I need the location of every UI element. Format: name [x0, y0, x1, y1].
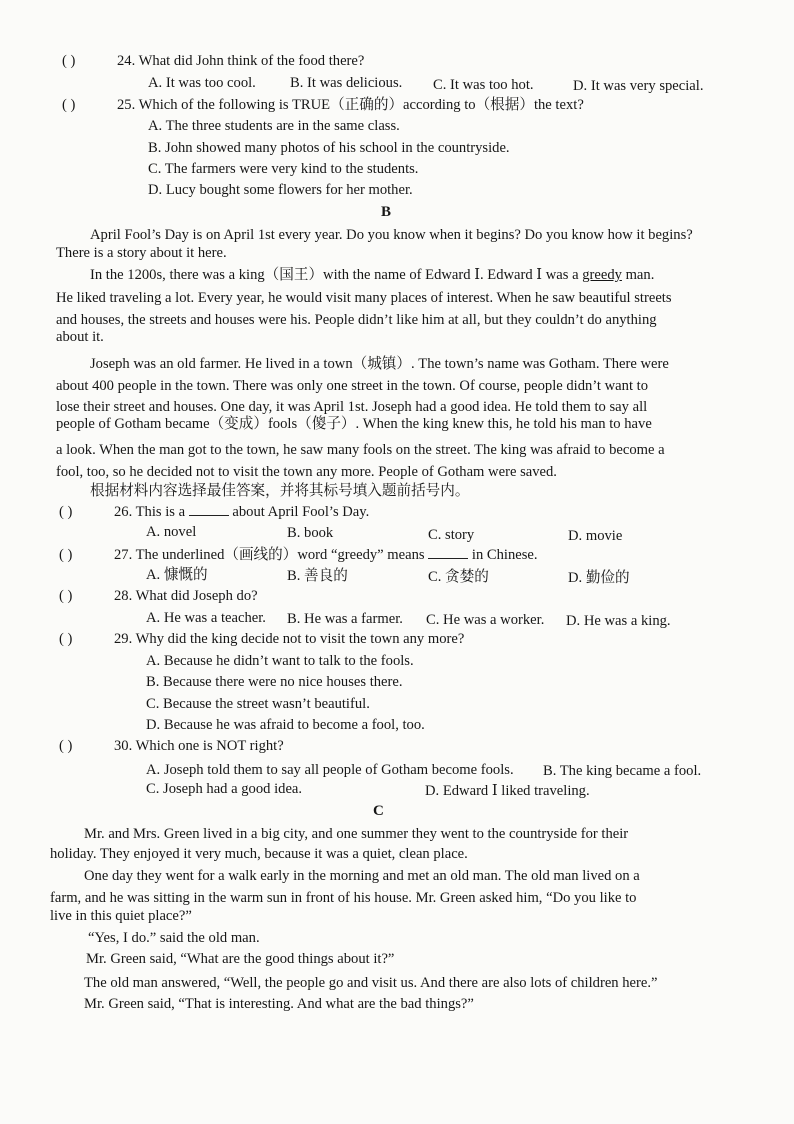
section-c-heading: C — [373, 803, 384, 819]
q28-option-a[interactable]: A. He was a teacher. — [146, 610, 266, 626]
q30-option-d[interactable]: D. Edward Ⅰ liked traveling. — [425, 783, 590, 799]
section-b-instruction: 根据材料内容选择最佳答案，并将其标号填入题前括号内。 — [90, 483, 470, 499]
passage-c-line: Mr. Green said, “That is interesting. And what are the bad things?” — [84, 996, 474, 1012]
q27-option-c[interactable]: C. 贪婪的 — [428, 569, 489, 585]
answer-bracket-28[interactable]: ( ) — [59, 588, 73, 604]
q25-option-c[interactable]: C. The farmers were very kind to the students. — [148, 161, 419, 177]
passage-b-line: a look. When the man got to the town, he saw many fools on the street. The king was afraid to become a — [56, 442, 665, 458]
answer-bracket-29[interactable]: ( ) — [59, 631, 73, 647]
question-24-stem: 24. What did John think of the food there? — [117, 53, 365, 69]
fill-in-blank[interactable] — [428, 546, 468, 559]
answer-bracket-26[interactable]: ( ) — [59, 504, 73, 520]
q25-option-a[interactable]: A. The three students are in the same class. — [148, 118, 400, 134]
q28-option-c[interactable]: C. He was a worker. — [426, 612, 545, 628]
passage-b-line: lose their street and houses. One day, it was April 1st. Joseph had a good idea. He told them to say all — [56, 399, 648, 415]
answer-bracket-25[interactable]: ( ) — [62, 97, 76, 113]
q25-option-b[interactable]: B. John showed many photos of his school in the countryside. — [148, 140, 510, 156]
q28-option-b[interactable]: B. He was a farmer. — [287, 611, 403, 627]
question-25-stem: 25. Which of the following is TRUE（正确的）according to（根据）the text? — [117, 97, 584, 113]
answer-bracket-30[interactable]: ( ) — [59, 738, 73, 754]
q29-option-b[interactable]: B. Because there were no nice houses there. — [146, 674, 403, 690]
q25-option-d[interactable]: D. Lucy bought some flowers for her mother. — [148, 182, 413, 198]
q30-option-b[interactable]: B. The king became a fool. — [543, 763, 702, 779]
passage-c-line: live in this quiet place?” — [50, 908, 192, 924]
q26-option-b[interactable]: B. book — [287, 525, 334, 541]
passage-b-line: about it. — [56, 329, 104, 345]
passage-c-line: Mr. Green said, “What are the good things about it?” — [86, 951, 395, 967]
q26-option-c[interactable]: C. story — [428, 527, 475, 543]
passage-b-line: There is a story about it here. — [56, 245, 227, 261]
passage-c-line: holiday. They enjoyed it very much, because it was a quiet, clean place. — [50, 846, 468, 862]
passage-c-line: farm, and he was sitting in the warm sun in front of his house. Mr. Green asked him, “Do you like to — [50, 890, 637, 906]
q30-option-c[interactable]: C. Joseph had a good idea. — [146, 781, 303, 797]
q29-option-a[interactable]: A. Because he didn’t want to talk to the fools. — [146, 653, 414, 669]
q29-option-c[interactable]: C. Because the street wasn’t beautiful. — [146, 696, 370, 712]
answer-bracket-24[interactable]: ( ) — [62, 53, 76, 69]
section-b-heading: B — [381, 204, 392, 220]
passage-c-line: The old man answered, “Well, the people go and visit us. And there are also lots of children here.” — [84, 975, 658, 991]
q24-option-b[interactable]: B. It was delicious. — [290, 75, 403, 91]
q24-option-d[interactable]: D. It was very special. — [573, 78, 704, 94]
passage-c-line: One day they went for a walk early in the morning and met an old man. The old man lived on a — [84, 868, 640, 884]
passage-b-line: about 400 people in the town. There was only one street in the town. Of course, people didn’t want to — [56, 378, 648, 394]
underlined-word-greedy: greedy — [582, 267, 622, 283]
passage-b-line: people of Gotham became（变成）fools（傻子）. When the king knew this, he told his man to have — [56, 416, 652, 432]
question-30-stem: 30. Which one is NOT right? — [114, 738, 284, 754]
question-29-stem: 29. Why did the king decide not to visit the town any more? — [114, 631, 465, 647]
passage-b-line: April Fool’s Day is on April 1st every year. Do you know when it begins? Do you know how it begins? — [90, 227, 693, 243]
passage-c-line: Mr. and Mrs. Green lived in a big city, and one summer they went to the countryside for their — [84, 826, 629, 842]
q24-option-a[interactable]: A. It was too cool. — [148, 75, 256, 91]
question-28-stem: 28. What did Joseph do? — [114, 588, 258, 604]
passage-c-line: “Yes, I do.” said the old man. — [88, 930, 260, 946]
passage-b-line: He liked traveling a lot. Every year, he would visit many places of interest. When he saw beautiful streets — [56, 290, 672, 306]
q27-option-d[interactable]: D. 勤俭的 — [568, 570, 630, 586]
answer-bracket-27[interactable]: ( ) — [59, 547, 73, 563]
passage-b-line: Joseph was an old farmer. He lived in a town（城镇）. The town’s name was Gotham. There were — [90, 356, 669, 372]
q26-option-d[interactable]: D. movie — [568, 528, 623, 544]
question-26-stem: 26. This is a about April Fool’s Day. — [114, 504, 370, 520]
q30-option-a[interactable]: A. Joseph told them to say all people of Gotham become fools. — [146, 762, 514, 778]
q29-option-d[interactable]: D. Because he was afraid to become a fool, too. — [146, 717, 425, 733]
fill-in-blank[interactable] — [189, 503, 229, 516]
q27-option-b[interactable]: B. 善良的 — [287, 568, 348, 584]
passage-b-line: fool, too, so he decided not to visit the town any more. People of Gotham were saved. — [56, 464, 557, 480]
q28-option-d[interactable]: D. He was a king. — [566, 613, 671, 629]
q27-option-a[interactable]: A. 慷慨的 — [146, 567, 208, 583]
question-27-stem: 27. The underlined（画线的）word “greedy” means in Chinese. — [114, 547, 538, 563]
passage-b-line: and houses, the streets and houses were his. People didn’t like him at all, but they couldn’t do anything — [56, 312, 657, 328]
q24-option-c[interactable]: C. It was too hot. — [433, 77, 534, 93]
passage-b-line: In the 1200s, there was a king（国王）with the name of Edward Ⅰ. Edward Ⅰ was a greedy man. — [90, 267, 655, 283]
q26-option-a[interactable]: A. novel — [146, 524, 197, 540]
